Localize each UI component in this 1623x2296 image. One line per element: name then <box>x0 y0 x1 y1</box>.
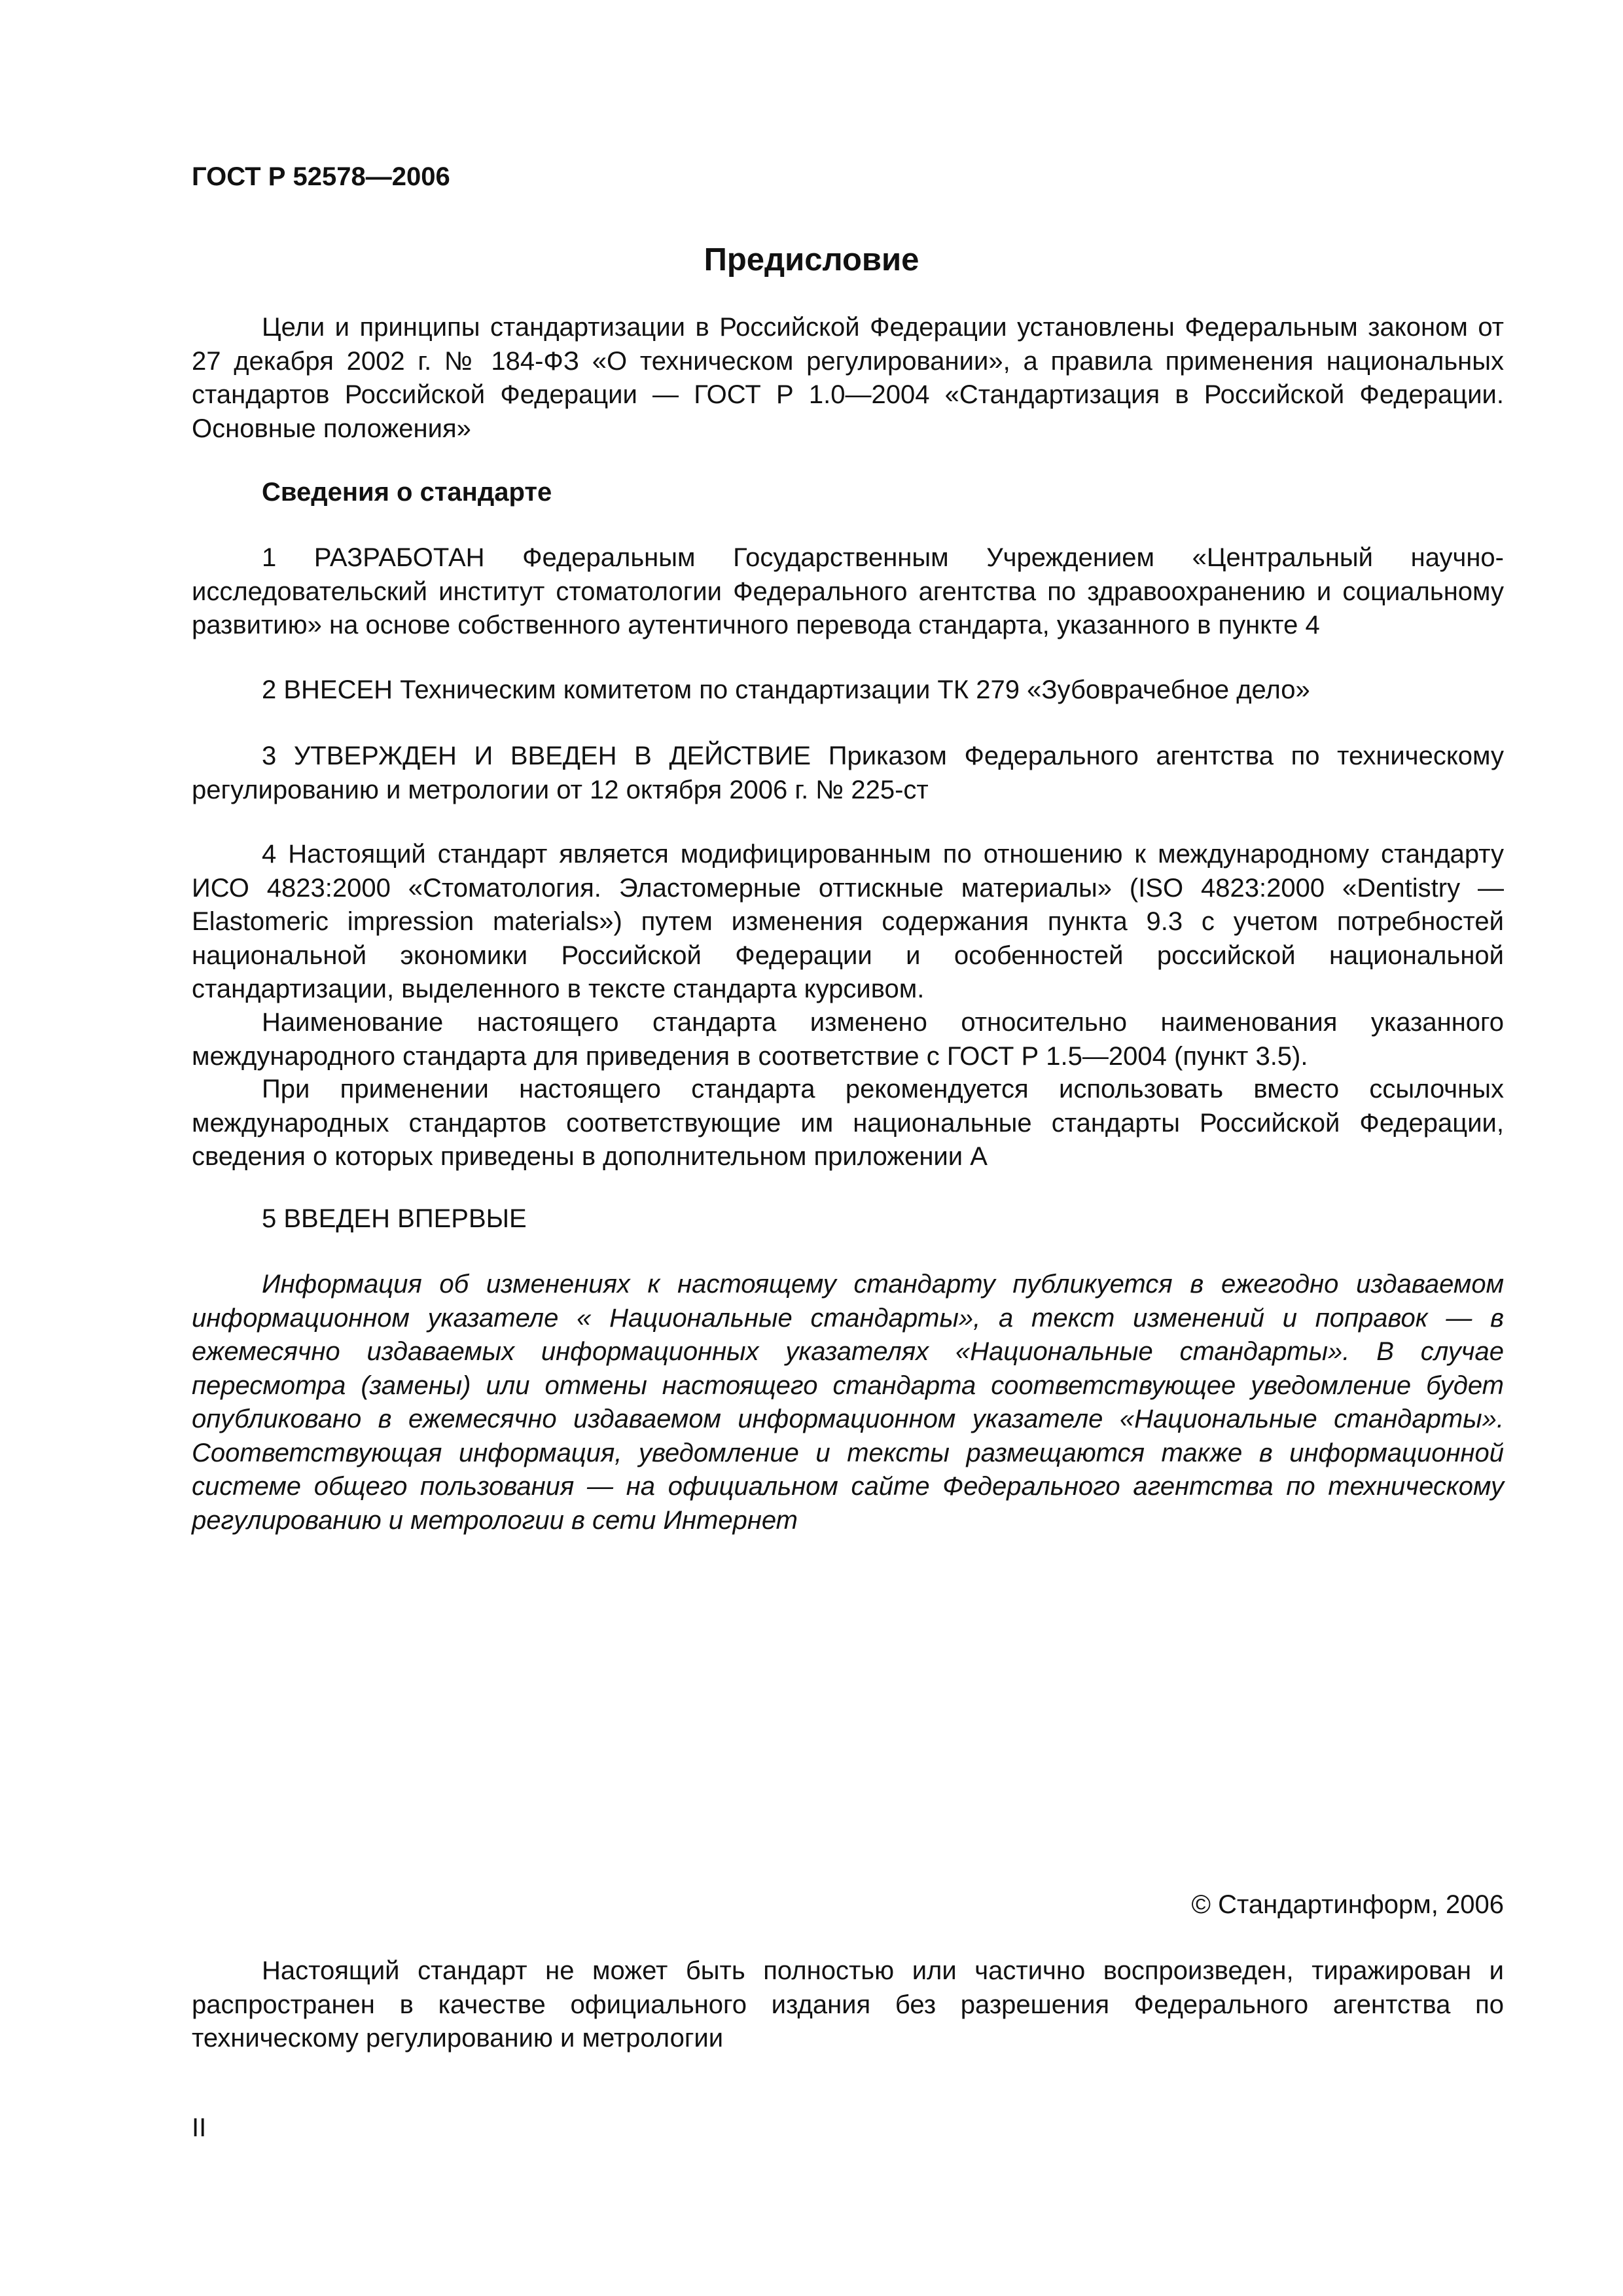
changes-information: Информация об изменениях к настоящему стандарту публикуется в ежегодно издаваемом информационном указателе « Национальные стандарты», а текст изменений и поправок — в ежемесячно издаваемых информационных указателях «Национальные стандарты». В случае пересмотра (замены) или отмены настоящего стандарта соответствующее уведомление будет опубликовано в ежемесячно издаваемом информационном указателе «Национальные стандарты». Соответствующая информация, уведомление и тексты размещаются также в информационной системе общего пользования — на официальном сайте Федерального агентства по техническому регулированию и метрологии в сети Интернет <box>192 1270 1504 1535</box>
item-2-submitted: 2 ВНЕСЕН Техническим комитетом по стандартизации ТК 279 «Зубоврачебное дело» <box>262 675 1310 704</box>
page-title: Предисловие <box>704 242 919 278</box>
item-3-approved: 3 УТВЕРЖДЕН И ВВЕДЕН В ДЕЙСТВИЕ Приказом Федерального агентства по техническому регулированию и метрологии от 12 октября 2006 г. № 225-ст <box>192 742 1504 804</box>
item-4-modification: 4 Настоящий стандарт является модифицированным по отношению к международному стандарту ИСО 4823:2000 «Стоматология. Эластомерные оттискные материалы» (ISO 4823:2000 «Dentistry — Elastomeric impression materials») путем изменения содержания пункта 9.3 с учетом потребностей национальной экономики Российской Федерации и особенностей российской национальной стандартизации, выделенного в тексте стандарта курсивом. <box>192 840 1504 1003</box>
page-number: II <box>192 2113 207 2142</box>
item-4-references-note: При применении настоящего стандарта рекомендуется использовать вместо ссылочных международных стандартов соответствующие им национальные стандарты Российской Федерации, сведения о которых приведены в дополнительном приложении А <box>192 1075 1504 1171</box>
item-4-naming-note: Наименование настоящего стандарта изменено относительно наименования указанного международного стандарта для приведения в соответствие с ГОСТ Р 1.5—2004 (пункт 3.5). <box>192 1008 1504 1071</box>
section-heading: Сведения о стандарте <box>262 478 552 507</box>
item-5-first-introduced: 5 ВВЕДЕН ВПЕРВЫЕ <box>262 1204 527 1233</box>
item-1-developed: 1 РАЗРАБОТАН Федеральным Государственным Учреждением «Центральный научно-исследовательский институт стоматологии Федерального агентства по здравоохранению и социальному развитию» на основе собственного аутентичного перевода стандарта, указанного в пункте 4 <box>192 543 1504 639</box>
reproduction-notice: Настоящий стандарт не может быть полностью или частично воспроизведен, тиражирован и распространен в качестве официального издания без разрешения Федерального агентства по техническому регулированию и метрологии <box>192 1956 1504 2053</box>
copyright-notice: © Стандартинформ, 2006 <box>1191 1890 1504 1919</box>
document-designation: ГОСТ Р 52578—2006 <box>192 162 450 191</box>
intro-paragraph: Цели и принципы стандартизации в Российской Федерации установлены Федеральным законом от 27 декабря 2002 г. № 184-ФЗ «О техническом регулировании», а правила применения национальных стандартов Российской Федерации — ГОСТ Р 1.0—2004 «Стандартизация в Российской Федерации. Основные положения» <box>192 313 1504 443</box>
